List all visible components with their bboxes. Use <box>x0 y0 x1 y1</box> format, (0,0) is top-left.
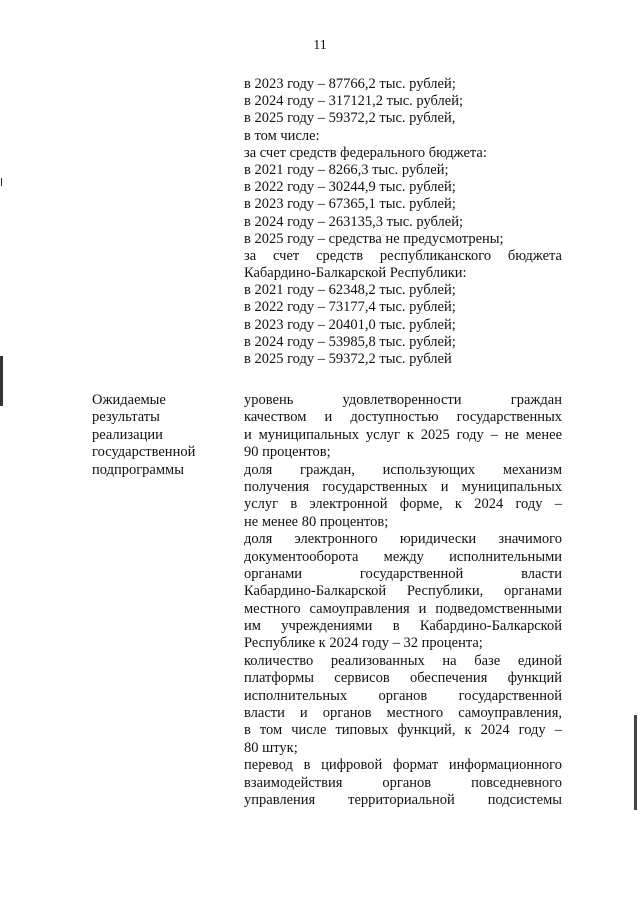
funding-sources-text <box>244 76 562 368</box>
funding-line: в 2022 году – 30244,9 тыс. рублей; <box>244 179 456 196</box>
funding-line: в 2024 году – 53985,8 тыс. рублей; <box>244 333 456 350</box>
result-line: получения государственных и муниципальных <box>244 478 562 495</box>
label-line: реализации <box>92 426 163 443</box>
label-line: результаты <box>92 409 160 426</box>
result-line: перевод в цифровой формат информационного <box>244 757 562 774</box>
result-line: взаимодействия органов повседневного <box>244 774 562 791</box>
funding-line: в том числе: <box>244 127 320 144</box>
page-number: 11 <box>313 38 327 53</box>
result-line: доля электронного юридически значимого <box>244 531 562 548</box>
result-line: органами государственной власти <box>244 565 562 582</box>
result-line: качеством и доступностью государственных <box>244 409 562 426</box>
funding-line: Кабардино-Балкарской Республики: <box>244 265 467 282</box>
result-line: услуг в электронной форме, к 2024 году – <box>244 496 562 513</box>
result-line: Кабардино-Балкарской Республики, органами <box>244 583 562 600</box>
scan-edge-mark-left <box>0 356 3 406</box>
funding-line: за счет средств республиканского бюджета <box>244 247 562 264</box>
expected-results-text <box>244 392 562 809</box>
funding-line: в 2021 году – 62348,2 тыс. рублей; <box>244 282 456 299</box>
scan-edge-mark-left-top <box>1 178 2 186</box>
result-line: в том числе типовых функций, к 2024 году – <box>244 722 562 739</box>
result-line: управления территориальной подсистемы <box>244 791 562 808</box>
result-line: не менее 80 процентов; <box>244 513 389 530</box>
funding-line: в 2023 году – 67365,1 тыс. рублей; <box>244 196 456 213</box>
result-line: 90 процентов; <box>244 444 331 461</box>
funding-line: в 2022 году – 73177,4 тыс. рублей; <box>244 299 456 316</box>
label-line: подпрограммы <box>92 461 184 478</box>
result-line: им учреждениями в Кабардино-Балкарской <box>244 618 562 635</box>
result-line: Республике к 2024 году – 32 процента; <box>244 635 483 652</box>
result-line: доля граждан, использующих механизм <box>244 461 562 478</box>
result-line: 80 штук; <box>244 739 298 756</box>
funding-line: в 2023 году – 20401,0 тыс. рублей; <box>244 316 456 333</box>
result-line: количество реализованных на базе единой <box>244 652 562 669</box>
funding-line: в 2025 году – 59372,2 тыс. рублей <box>244 351 452 367</box>
label-line: Ожидаемые <box>92 392 166 408</box>
funding-line: в 2021 году – 8266,3 тыс. рублей; <box>244 161 449 178</box>
funding-line: в 2024 году – 263135,3 тыс. рублей; <box>244 213 464 230</box>
expected-results-label <box>92 392 227 479</box>
funding-line: в 2023 году – 87766,2 тыс. рублей; <box>244 76 456 92</box>
funding-line: в 2025 году – средства не предусмотрены; <box>244 230 504 247</box>
result-line: власти и органов местного самоуправления, <box>244 705 562 722</box>
label-line: государственной <box>92 444 196 461</box>
result-line: исполнительных органов государственной <box>244 687 562 704</box>
funding-line: в 2024 году – 317121,2 тыс. рублей; <box>244 93 464 110</box>
funding-line: за счет средств федерального бюджета: <box>244 144 487 161</box>
result-line: уровень удовлетворенности граждан <box>244 392 562 408</box>
scan-edge-mark-right <box>634 715 637 810</box>
result-line: и муниципальных услуг к 2025 году – не менее <box>244 426 562 443</box>
result-line: документооборота между исполнительными <box>244 548 562 565</box>
result-line: местного самоуправления и подведомственными <box>244 600 562 617</box>
funding-line: в 2025 году – 59372,2 тыс. рублей, <box>244 110 456 127</box>
result-line: платформы сервисов обеспечения функций <box>244 670 562 687</box>
